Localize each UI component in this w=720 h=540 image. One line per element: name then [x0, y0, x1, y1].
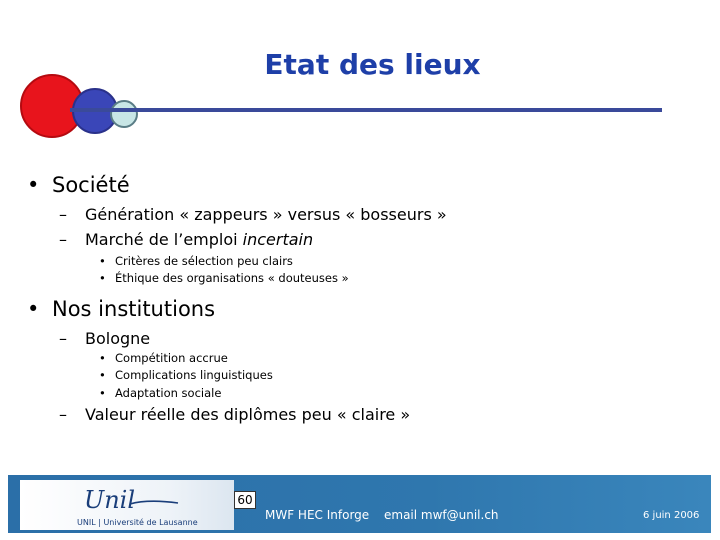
page-number: 60 [234, 491, 256, 509]
unil-logo [20, 480, 234, 530]
item-valeur: Valeur réelle des diplômes peu « claire » [85, 405, 411, 424]
slide-title: Etat des lieux [264, 48, 481, 81]
subitem-criteres: Critères de sélection peu clairs [115, 254, 293, 268]
item-marche-text: Marché de l’emploi [85, 230, 243, 249]
decor-circle-cyan [110, 100, 138, 128]
dash-marker: – [59, 230, 67, 249]
bullet-marker: • [27, 173, 40, 197]
subitem-ethique: Éthique des organisations « douteuses » [115, 271, 349, 285]
subitem-competition: Compétition accrue [115, 351, 228, 365]
footer-email: email mwf@unil.ch [384, 508, 499, 522]
bullet-marker: • [99, 254, 106, 268]
item-bologne: Bologne [85, 329, 151, 348]
unil-logo-text: UNIL | Université de Lausanne [77, 518, 198, 527]
bullet-marker: • [99, 271, 106, 285]
item-generation: Génération « zappeurs » versus « bosseurs » [85, 205, 447, 224]
section-heading-societe: Société [52, 173, 130, 197]
footer-date: 6 juin 2006 [643, 510, 700, 521]
logo-swoosh-icon [130, 498, 180, 508]
footer-author: MWF HEC Inforge [265, 508, 370, 522]
unil-logo-mark: Unil [84, 486, 136, 514]
bullet-marker: • [99, 368, 106, 382]
dash-marker: – [59, 205, 67, 224]
item-marche-emphasis: incertain [242, 230, 314, 249]
dash-marker: – [59, 405, 67, 424]
section-heading-institutions: Nos institutions [52, 297, 216, 321]
subitem-adaptation: Adaptation sociale [115, 386, 222, 400]
footer-bar [8, 475, 711, 533]
subitem-complications: Complications linguistiques [115, 368, 273, 382]
title-underline [70, 108, 662, 112]
bullet-marker: • [99, 351, 106, 365]
bullet-marker: • [99, 386, 106, 400]
bullet-marker: • [27, 297, 40, 321]
dash-marker: – [59, 329, 67, 348]
item-marche [85, 230, 313, 249]
